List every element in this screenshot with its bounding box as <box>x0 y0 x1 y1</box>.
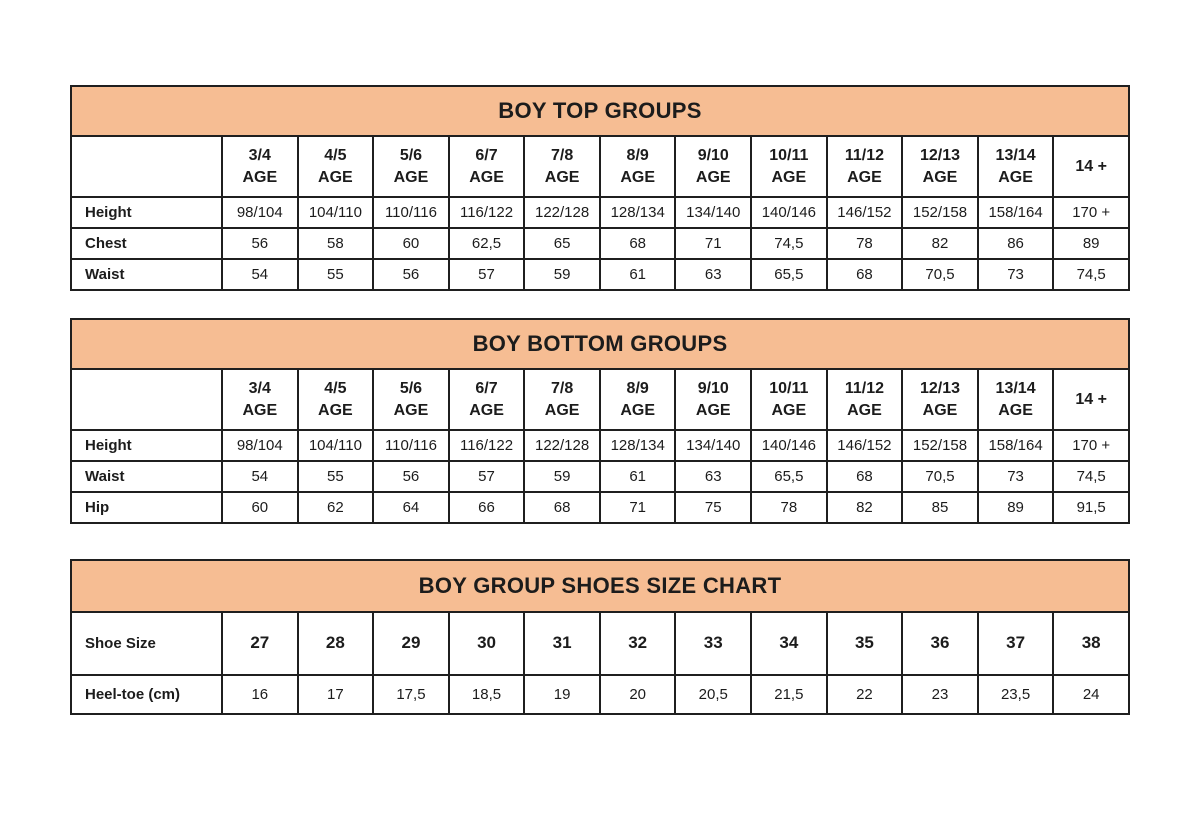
value-cell: 54 <box>222 259 298 290</box>
row-heel-toe-cm- <box>71 675 1129 714</box>
column-header-line1: 5/6 <box>399 146 423 164</box>
value-cell: 16 <box>222 675 298 714</box>
column-header-line1: 33 <box>703 633 723 653</box>
value-cell: 56 <box>222 228 298 259</box>
table-body <box>71 319 1129 523</box>
column-header-row <box>71 612 1129 675</box>
value-cell: 82 <box>827 492 903 523</box>
column-header-line1: 32 <box>628 633 648 653</box>
column-header-line1: 4/5 <box>324 379 347 397</box>
value-cell: 20,5 <box>675 675 751 714</box>
value-cell: 146/152 <box>827 197 903 228</box>
value-cell: 57 <box>449 259 525 290</box>
column-header-line1: 37 <box>1006 633 1026 653</box>
column-header-line2: AGE <box>695 401 731 419</box>
column-header-cell <box>751 612 827 675</box>
value-cell: 75 <box>675 492 751 523</box>
row-label: Hip <box>71 492 222 523</box>
column-header-line1: 6/7 <box>475 146 498 164</box>
value-cell: 128/134 <box>600 430 676 461</box>
value-cell: 170 + <box>1053 430 1129 461</box>
table-title-band <box>71 319 1129 369</box>
value-cell: 128/134 <box>600 197 676 228</box>
value-cell: 140/146 <box>751 430 827 461</box>
column-header-line2: AGE <box>998 168 1033 186</box>
value-cell: 104/110 <box>298 197 374 228</box>
column-header-line1: 12/13 <box>919 146 961 164</box>
column-header-line2: AGE <box>620 401 656 419</box>
row-hip <box>71 492 1129 523</box>
table-title: BOY GROUP SHOES SIZE CHART <box>418 573 782 598</box>
value-cell: 91,5 <box>1053 492 1129 523</box>
value-cell: 23 <box>902 675 978 714</box>
value-cell: 61 <box>600 461 676 492</box>
column-header-line2: AGE <box>695 168 731 186</box>
column-header-line1: 5/6 <box>399 379 423 397</box>
row-height <box>71 197 1129 228</box>
column-header-cell <box>978 612 1054 675</box>
table-title: BOY TOP GROUPS <box>498 98 702 123</box>
value-cell: 57 <box>449 461 525 492</box>
size-chart-sheet <box>70 0 1130 715</box>
column-header-line2: AGE <box>469 401 504 419</box>
column-header-cell <box>524 136 600 197</box>
column-header-line1: 7/8 <box>550 379 574 397</box>
column-header-cell <box>524 369 600 430</box>
row-height <box>71 430 1129 461</box>
value-cell: 78 <box>827 228 903 259</box>
boy-group-shoes-size-chart-grid <box>70 559 1130 715</box>
value-cell: 116/122 <box>449 430 525 461</box>
column-header-line1: 11/12 <box>844 379 884 397</box>
value-cell: 63 <box>675 259 751 290</box>
column-header-cell <box>600 369 676 430</box>
table-title: BOY BOTTOM GROUPS <box>472 331 728 356</box>
header-row-label <box>71 369 222 430</box>
column-header-line1: 14 + <box>1075 157 1107 175</box>
value-cell: 146/152 <box>827 430 903 461</box>
column-header-line1: 11/12 <box>844 146 884 164</box>
value-cell: 65 <box>524 228 600 259</box>
value-cell: 152/158 <box>902 197 978 228</box>
value-cell: 71 <box>675 228 751 259</box>
column-header-cell <box>1053 369 1129 430</box>
column-header-line1: 7/8 <box>550 146 574 164</box>
column-header-line1: 13/14 <box>995 146 1036 164</box>
column-header-line1: 3/4 <box>248 379 271 397</box>
column-header-cell <box>902 612 978 675</box>
column-header-line2: AGE <box>998 401 1033 419</box>
column-header-cell <box>222 612 298 675</box>
column-header-line2: AGE <box>318 401 353 419</box>
column-header-line1: 14 + <box>1075 390 1107 408</box>
column-header-cell <box>373 369 449 430</box>
column-header-cell <box>373 612 449 675</box>
value-cell: 134/140 <box>675 197 751 228</box>
column-header-line2: AGE <box>620 168 656 186</box>
column-header-line2: AGE <box>847 168 882 186</box>
value-cell: 60 <box>373 228 449 259</box>
value-cell: 17,5 <box>373 675 449 714</box>
column-header-cell <box>449 369 525 430</box>
column-header-cell <box>298 369 374 430</box>
value-cell: 158/164 <box>978 430 1054 461</box>
value-cell: 59 <box>524 259 600 290</box>
row-label: Waist <box>71 259 222 290</box>
column-header-line1: 12/13 <box>919 379 961 397</box>
value-cell: 21,5 <box>751 675 827 714</box>
value-cell: 18,5 <box>449 675 525 714</box>
column-header-cell <box>978 369 1054 430</box>
value-cell: 59 <box>524 461 600 492</box>
value-cell: 70,5 <box>902 461 978 492</box>
value-cell: 56 <box>373 259 449 290</box>
value-cell: 61 <box>600 259 676 290</box>
column-header-line2: AGE <box>393 401 429 419</box>
value-cell: 78 <box>751 492 827 523</box>
column-header-line2: AGE <box>771 168 807 186</box>
value-cell: 73 <box>978 461 1054 492</box>
column-header-cell <box>524 612 600 675</box>
value-cell: 74,5 <box>1053 461 1129 492</box>
column-header-line1: 29 <box>401 633 421 653</box>
column-header-row <box>71 136 1129 197</box>
column-header-cell <box>827 136 903 197</box>
boy-bottom-groups-grid <box>70 318 1130 524</box>
value-cell: 60 <box>222 492 298 523</box>
table-boy-group-shoes-size-chart <box>70 559 1130 715</box>
value-cell: 19 <box>524 675 600 714</box>
value-cell: 122/128 <box>524 197 600 228</box>
column-header-cell <box>751 369 827 430</box>
column-header-line1: 31 <box>552 633 572 653</box>
table-title-row <box>71 86 1129 136</box>
row-label: Heel-toe (cm) <box>71 675 222 714</box>
row-label: Waist <box>71 461 222 492</box>
column-header-line1: 28 <box>325 633 345 653</box>
table-title-band <box>71 560 1129 612</box>
column-header-cell <box>600 136 676 197</box>
column-header-cell <box>675 369 751 430</box>
table-boy-top-groups <box>70 85 1130 291</box>
column-header-line1: 6/7 <box>475 379 498 397</box>
column-header-line1: 35 <box>854 633 874 653</box>
column-header-cell <box>600 612 676 675</box>
value-cell: 110/116 <box>373 430 449 461</box>
row-waist <box>71 461 1129 492</box>
value-cell: 73 <box>978 259 1054 290</box>
table-title-row <box>71 560 1129 612</box>
value-cell: 65,5 <box>751 259 827 290</box>
value-cell: 22 <box>827 675 903 714</box>
column-header-line2: AGE <box>847 401 882 419</box>
column-header-line1: 36 <box>930 633 950 653</box>
value-cell: 65,5 <box>751 461 827 492</box>
column-header-cell <box>449 136 525 197</box>
value-cell: 68 <box>600 228 676 259</box>
column-header-row <box>71 369 1129 430</box>
value-cell: 70,5 <box>902 259 978 290</box>
column-header-cell <box>298 136 374 197</box>
column-header-line1: 10/11 <box>769 379 809 397</box>
value-cell: 85 <box>902 492 978 523</box>
value-cell: 98/104 <box>222 197 298 228</box>
column-header-cell <box>751 136 827 197</box>
column-header-line1: 8/9 <box>626 146 649 164</box>
value-cell: 55 <box>298 461 374 492</box>
column-header-line1: 8/9 <box>626 379 649 397</box>
column-header-line1: 30 <box>477 633 496 653</box>
column-header-line1: 38 <box>1081 633 1101 653</box>
column-header-line1: 10/11 <box>769 146 809 164</box>
column-header-cell <box>675 136 751 197</box>
column-header-line1: 4/5 <box>324 146 347 164</box>
value-cell: 110/116 <box>373 197 449 228</box>
value-cell: 17 <box>298 675 374 714</box>
value-cell: 122/128 <box>524 430 600 461</box>
column-header-line2: AGE <box>922 168 958 186</box>
column-header-line2: AGE <box>318 168 353 186</box>
column-header-line1: 9/10 <box>697 146 729 164</box>
column-header-line2: AGE <box>771 401 807 419</box>
value-cell: 24 <box>1053 675 1129 714</box>
value-cell: 66 <box>449 492 525 523</box>
value-cell: 20 <box>600 675 676 714</box>
value-cell: 82 <box>902 228 978 259</box>
table-body <box>71 86 1129 290</box>
column-header-cell <box>827 612 903 675</box>
column-header-line2: AGE <box>544 401 580 419</box>
column-header-cell <box>222 369 298 430</box>
table-title-band <box>71 86 1129 136</box>
value-cell: 116/122 <box>449 197 525 228</box>
row-label: Height <box>71 197 222 228</box>
value-cell: 98/104 <box>222 430 298 461</box>
value-cell: 58 <box>298 228 374 259</box>
column-header-line2: AGE <box>544 168 580 186</box>
value-cell: 71 <box>600 492 676 523</box>
value-cell: 104/110 <box>298 430 374 461</box>
column-header-cell <box>1053 612 1129 675</box>
column-header-cell <box>222 136 298 197</box>
column-header-cell <box>675 612 751 675</box>
value-cell: 86 <box>978 228 1054 259</box>
column-header-cell <box>978 136 1054 197</box>
value-cell: 55 <box>298 259 374 290</box>
column-header-cell <box>449 612 525 675</box>
column-header-line2: AGE <box>469 168 504 186</box>
column-header-cell <box>298 612 374 675</box>
value-cell: 152/158 <box>902 430 978 461</box>
column-header-line1: 3/4 <box>248 146 271 164</box>
column-header-line1: 34 <box>779 633 799 653</box>
table-body <box>71 560 1129 714</box>
value-cell: 74,5 <box>751 228 827 259</box>
column-header-cell <box>902 136 978 197</box>
table-boy-bottom-groups <box>70 318 1130 524</box>
column-header-line2: AGE <box>242 401 278 419</box>
boy-top-groups-grid <box>70 85 1130 291</box>
row-label: Height <box>71 430 222 461</box>
value-cell: 89 <box>978 492 1054 523</box>
value-cell: 23,5 <box>978 675 1054 714</box>
header-row-label: Shoe Size <box>71 612 222 675</box>
value-cell: 74,5 <box>1053 259 1129 290</box>
column-header-line1: 27 <box>250 633 270 653</box>
column-header-cell <box>902 369 978 430</box>
column-header-cell <box>827 369 903 430</box>
row-waist <box>71 259 1129 290</box>
value-cell: 89 <box>1053 228 1129 259</box>
row-chest <box>71 228 1129 259</box>
row-label: Chest <box>71 228 222 259</box>
value-cell: 64 <box>373 492 449 523</box>
value-cell: 56 <box>373 461 449 492</box>
value-cell: 68 <box>827 259 903 290</box>
value-cell: 62,5 <box>449 228 525 259</box>
column-header-line2: AGE <box>922 401 958 419</box>
value-cell: 158/164 <box>978 197 1054 228</box>
header-row-label <box>71 136 222 197</box>
value-cell: 63 <box>675 461 751 492</box>
column-header-cell <box>373 136 449 197</box>
value-cell: 68 <box>827 461 903 492</box>
value-cell: 68 <box>524 492 600 523</box>
value-cell: 170 + <box>1053 197 1129 228</box>
value-cell: 134/140 <box>675 430 751 461</box>
column-header-line2: AGE <box>393 168 429 186</box>
value-cell: 140/146 <box>751 197 827 228</box>
column-header-line2: AGE <box>242 168 278 186</box>
value-cell: 62 <box>298 492 374 523</box>
value-cell: 54 <box>222 461 298 492</box>
column-header-cell <box>1053 136 1129 197</box>
column-header-line1: 13/14 <box>995 379 1036 397</box>
column-header-line1: 9/10 <box>697 379 729 397</box>
table-title-row <box>71 319 1129 369</box>
